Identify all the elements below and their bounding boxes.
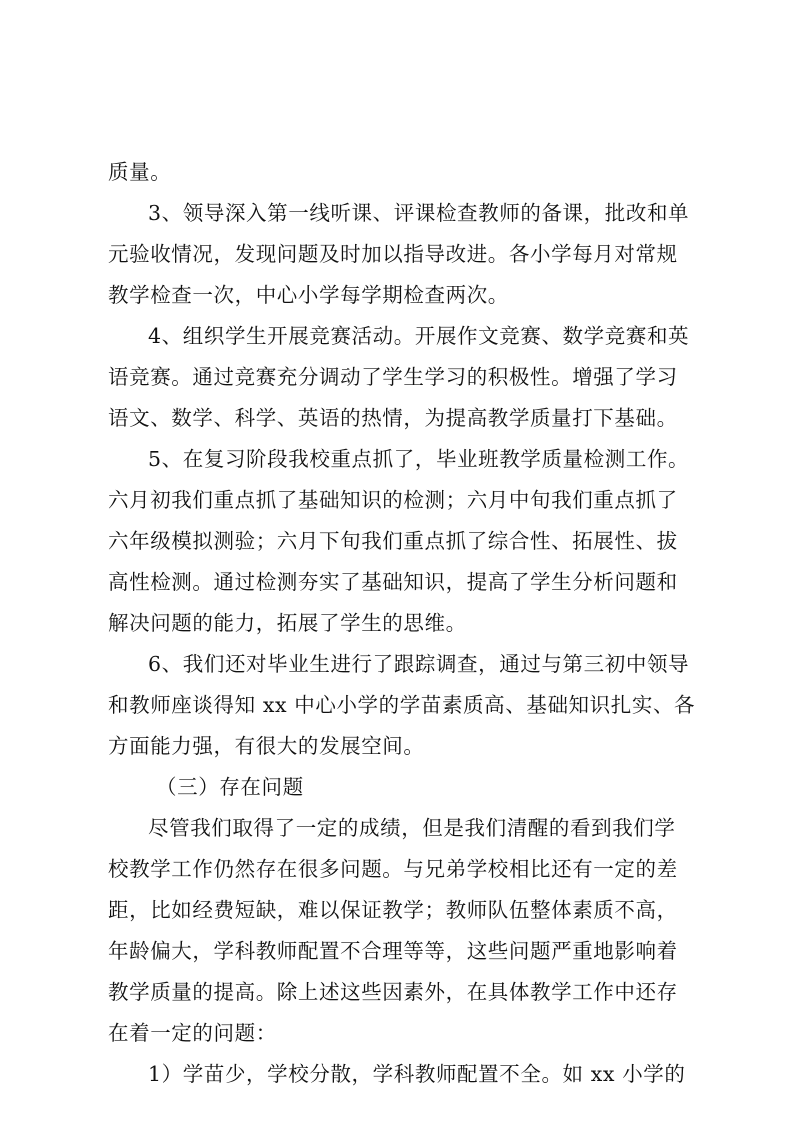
text-line: 元验收情况，发现问题及时加以指导改进。各小学每月对常规 [108,242,678,266]
text-line: 年龄偏大，学科教师配置不合理等等，这些问题严重地影响着 [108,939,678,963]
section-heading: （三）存在问题 [156,775,304,799]
text-line-continuation: 质量。 [108,160,172,184]
text-line: 解决问题的能力，拓展了学生的思维。 [108,611,467,635]
text-line: 教学质量的提高。除上述这些因素外，在具体教学工作中还存 [108,980,678,1004]
text-line-item-6: 6、我们还对毕业生进行了跟踪调查，通过与第三初中领导 [148,652,690,676]
text-line-item-5: 5、在复习阶段我校重点抓了，毕业班教学质量检测工作。 [148,447,690,471]
text-line-item-4: 4、组织学生开展竞赛活动。开展作文竞赛、数学竞赛和英 [148,324,690,348]
text-line-paragraph-start: 尽管我们取得了一定的成绩，但是我们清醒的看到我们学 [148,816,676,840]
text-line: 六年级模拟测验；六月下旬我们重点抓了综合性、拓展性、拔 [108,529,678,553]
text-line: 教学检查一次，中心小学每学期检查两次。 [108,283,509,307]
text-line: 和教师座谈得知 xx 中心小学的学苗素质高、基础知识扎实、各 [108,693,696,717]
text-line: 距，比如经费短缺，难以保证教学；教师队伍整体素质不高， [108,898,678,922]
text-line-item-3: 3、领导深入第一线听课、评课检查教师的备课，批改和单 [148,201,690,225]
text-line: 在着一定的问题： [108,1021,277,1045]
text-line: 方面能力强，有很大的发展空间。 [108,734,425,758]
text-line: 高性检测。通过检测夯实了基础知识，提高了学生分析问题和 [108,570,678,594]
text-line: 语文、数学、科学、英语的热情，为提高教学质量打下基础。 [108,406,678,430]
text-line: 六月初我们重点抓了基础知识的检测；六月中旬我们重点抓了 [108,488,678,512]
text-line: 校教学工作仍然存在很多问题。与兄弟学校相比还有一定的差 [108,857,678,881]
text-line-item-1: 1）学苗少，学校分散，学科教师配置不全。如 xx 小学的 [148,1062,686,1086]
text-line: 语竞赛。通过竞赛充分调动了学生学习的积极性。增强了学习 [108,365,678,389]
